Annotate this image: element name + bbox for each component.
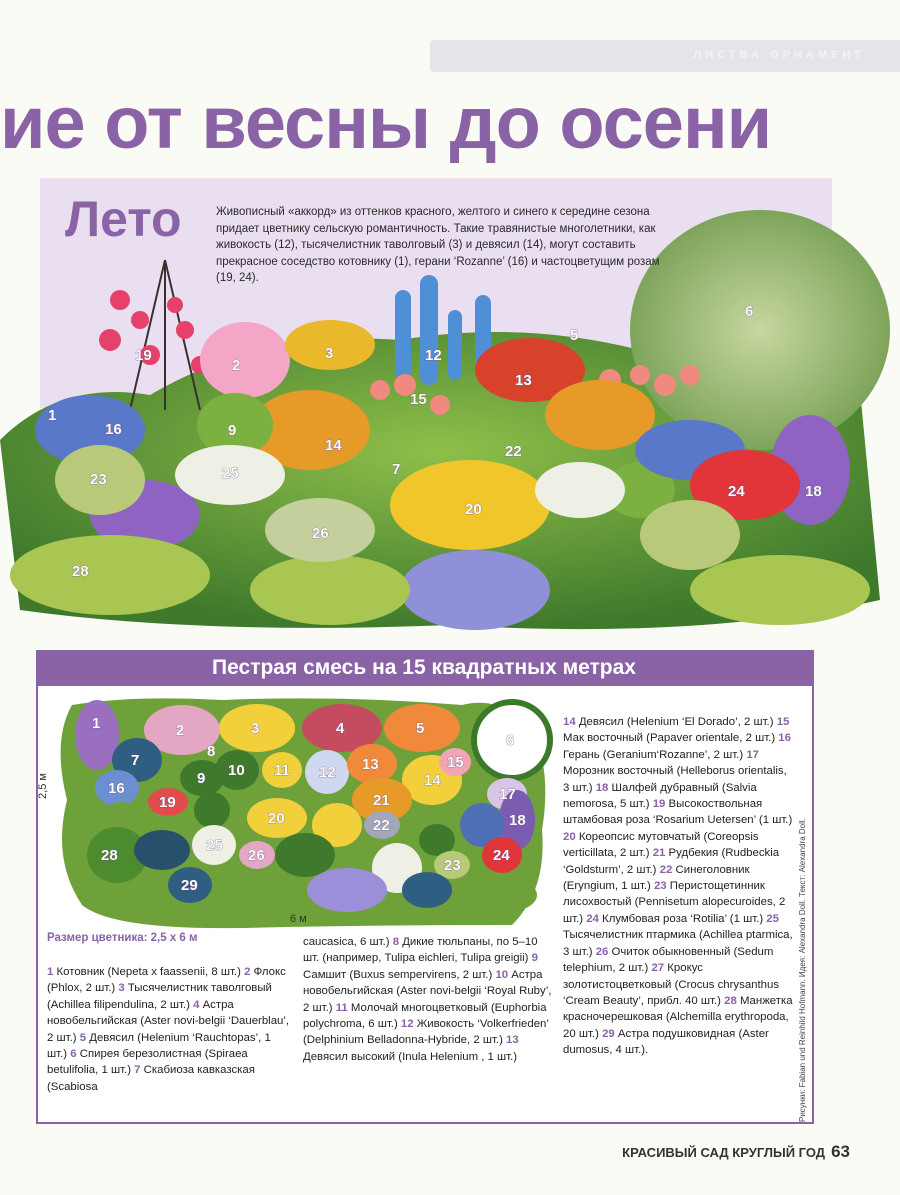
legend-num: 19 xyxy=(652,798,666,811)
plan-num: 7 xyxy=(131,752,140,769)
grass-right xyxy=(640,500,740,570)
illus-num: 2 xyxy=(232,357,241,374)
legend-text: Девясил (Helenium ‘El Dorado’, 2 шт.) xyxy=(575,716,777,728)
illus-num: 9 xyxy=(228,422,237,439)
plan-num: 15 xyxy=(447,754,464,771)
legend-text: Очиток обыкновенный (Sedum telephium, 2 шт.) xyxy=(563,945,774,975)
illus-num: 28 xyxy=(72,563,89,580)
legend-num: 2 xyxy=(244,966,251,978)
legend-text: Клумбовая роза ‘Rotilia’ (1 шт.) xyxy=(598,912,767,925)
plan-num: 9 xyxy=(197,770,206,787)
legend-text: Высокоствольная штамбовая роза ‘Rosarium Uetersen’ (1 шт.) xyxy=(563,798,793,827)
plan-num: 3 xyxy=(251,720,260,737)
season-title: Лето xyxy=(65,191,182,247)
illus-num: 25 xyxy=(222,465,239,482)
plan-num: 12 xyxy=(319,764,336,781)
legend-num: 1 xyxy=(47,966,54,978)
plan-num: 18 xyxy=(509,812,526,829)
legend-text: Герань (Geranium‘Rozanne’, 2 шт.) xyxy=(563,748,747,761)
legend-text: Тысячелистник птармика (Achillea ptarmica, 3 шт.) xyxy=(563,929,793,958)
legend-text: Астра новобельгийская (Aster novi-belgii ‘Royal Ruby’, 2 шт.) xyxy=(303,968,552,1014)
plan-num: 29 xyxy=(181,877,198,894)
legend-num: 24 xyxy=(586,912,599,925)
plan-num: 6 xyxy=(506,732,515,749)
illus-num: 12 xyxy=(425,347,442,364)
illus-num: 20 xyxy=(465,501,482,518)
plan-num: 23 xyxy=(444,857,461,874)
legend-text: Астра подушковидная (Aster dumosus, 4 шт.). xyxy=(563,1027,769,1057)
illus-num: 23 xyxy=(90,471,107,488)
plan-num: 22 xyxy=(373,817,390,834)
illustration-credit: Рисунки: Fabian und Reinhild Hofmann. Идея: Alexandra Doll. Текст: Alexandra Doll. xyxy=(798,818,807,1122)
legend-num: 23 xyxy=(653,880,667,893)
legend-num: 12 xyxy=(400,1018,414,1031)
legend-column-1 xyxy=(47,964,292,1095)
legend-text: Шалфей дубравный (Salvia nemorosa, 5 шт.) xyxy=(563,781,757,811)
legend-num: 4 xyxy=(193,998,200,1011)
legend-num: 15 xyxy=(776,716,790,728)
legend-text: Живокость ‘Volkerfrieden’ (Delphinium Belladonna-Hybride, 2 шт.) xyxy=(303,1018,549,1047)
illus-num: 14 xyxy=(325,437,342,454)
legend-text: Тысячелистник таволговый (Achillea filipendulina, 2 шт.) xyxy=(47,982,272,1011)
illus-num: 26 xyxy=(312,525,329,542)
legend-num: 8 xyxy=(392,936,400,948)
legend-num: 6 xyxy=(70,1048,77,1061)
illus-num: 13 xyxy=(515,372,532,389)
legend-num: 29 xyxy=(602,1027,615,1040)
phlox-clump xyxy=(200,322,290,398)
illus-num: 7 xyxy=(392,461,401,478)
legend-text: Астра новобельгийская (Aster novi-belgii ‘Dauerblau’, 2 шт.) xyxy=(47,998,290,1044)
plan-num: 1 xyxy=(92,715,101,732)
legend-text: Перистощетинник лисохвостый (Pennisetum alopecuroides, 2 шт.) xyxy=(563,880,786,925)
plan-num: 26 xyxy=(248,847,265,864)
bed-size-label: Размер цветника: 2,5 x 6 м xyxy=(47,932,198,944)
legend-text: Девясил высокий (Inula Helenium , 1 шт.) xyxy=(303,1050,518,1063)
plan-num: 13 xyxy=(362,756,379,773)
legend-text: Флокс (Phlox, 2 шт.) xyxy=(47,966,286,995)
rose-cluster xyxy=(99,290,209,374)
legend-text: Спирея березолистная (Spiraea betulifolia, 1 шт.) xyxy=(47,1048,248,1077)
legend-text: Морозник восточный (Helleborus orientalis, 3 шт.) xyxy=(563,765,787,794)
legend-num: 28 xyxy=(724,994,737,1007)
plan-num: 8 xyxy=(207,743,216,760)
illus-num: 5 xyxy=(570,327,579,344)
legend-text: Мак восточный (Papaver orientale, 2 шт.) xyxy=(563,732,779,745)
legend-text: Синеголовник (Eryngium, 1 шт.) xyxy=(563,863,750,893)
legend-num: 20 xyxy=(563,830,576,843)
plan-num: 11 xyxy=(274,762,290,779)
legend-num: 18 xyxy=(595,781,609,794)
legend-text: Рудбекия (Rudbeckia ‘Goldsturm’, 2 шт.) xyxy=(563,847,780,876)
legend-text: Самшит (Buxus sempervirens, 2 шт.) xyxy=(303,968,496,981)
plan-width-dimension: 2,5 м xyxy=(36,773,49,799)
plan-num: 4 xyxy=(336,720,345,737)
plan-num: 17 xyxy=(499,786,516,803)
legend-text: Кореопсис мутовчатый (Coreopsis verticillata, 2 шт.) xyxy=(563,830,759,860)
plan-num: 10 xyxy=(228,762,245,779)
illus-num: 19 xyxy=(135,347,152,364)
illus-num: 15 xyxy=(410,391,427,408)
legend-column-3 xyxy=(563,714,795,1059)
plan-num: 19 xyxy=(159,794,176,811)
legend-text: Девясил (Helenium ‘Rauchtopas’, 1 шт.) xyxy=(47,1031,271,1061)
legend-num: 3 xyxy=(118,982,125,995)
legend-num: 26 xyxy=(595,945,609,958)
legend-num: 9 xyxy=(531,952,538,965)
section-tab-text: ЛИСТВА ОРНАМЕНТ xyxy=(693,49,865,61)
planting-plan-map xyxy=(42,690,562,940)
legend-column-2 xyxy=(303,934,553,1065)
legend-text: Крокус золотистоцветковый (Crocus chrysanthus ‘Cream Beauty’, прибл. 40 шт.) xyxy=(563,962,780,1007)
section-tab xyxy=(430,40,900,72)
plan-length-dimension: 6 м xyxy=(290,913,307,925)
alchemilla-left xyxy=(10,535,210,615)
illus-num: 1 xyxy=(48,407,57,424)
spiraea-shrub xyxy=(630,210,890,450)
plan-num: 16 xyxy=(108,780,125,797)
plan-num: 21 xyxy=(373,792,390,809)
magazine-title: КРАСИВЫЙ САД КРУГЛЫЙ ГОД xyxy=(622,1145,826,1160)
plan-num: 14 xyxy=(424,772,441,789)
legend-text: Дикие тюльпаны, по 5–10 шт. (например, Tulipa eichleri, Tulipa greigii) xyxy=(303,936,538,965)
season-intro: Живописный «аккорд» из оттенков красного, желтого и синего к середине сезона придает цветнику сельскую романтичность. Такие травянистые многолетники, как живокость (12), тысячелистник таволговый (3) и девясил (14), могут составить прекрасное соседство котовнику (1), герани ‘Rozanne’ (16) и частоцветущим розам (19, 24). xyxy=(216,206,660,284)
illus-num: 18 xyxy=(805,483,822,500)
illus-num: 6 xyxy=(745,303,754,320)
plan-num: 2 xyxy=(176,722,185,739)
legend-text: Манжетка красночерешковая (Alchemilla erythropoda, 20 шт.) xyxy=(563,994,793,1040)
legend-num: 7 xyxy=(134,1064,141,1077)
nepeta-front xyxy=(400,550,550,630)
legend-num: 14 xyxy=(563,716,576,728)
illus-num: 22 xyxy=(505,443,522,460)
plan-num: 28 xyxy=(101,847,118,864)
legend-num: 27 xyxy=(651,962,665,975)
plan-num: 5 xyxy=(416,720,425,737)
page-headline: ие от весны до осени xyxy=(0,81,772,164)
plan-num: 24 xyxy=(493,847,510,864)
legend-num: 16 xyxy=(778,732,791,745)
alchemilla-mid xyxy=(250,555,410,625)
legend-num: 25 xyxy=(766,912,779,925)
illus-num: 16 xyxy=(105,421,122,438)
legend-text: Молочай многоцветковый (Euphorbia polychroma, 6 шт.) xyxy=(303,1001,547,1031)
alchemilla-right xyxy=(690,555,870,625)
illus-num: 3 xyxy=(325,345,334,362)
illus-num: 24 xyxy=(728,483,745,500)
achillea-ptarmica-right xyxy=(535,462,625,518)
legend-num: 22 xyxy=(659,863,673,876)
legend-num: 13 xyxy=(506,1034,519,1047)
legend-num: 10 xyxy=(495,968,509,981)
legend-num: 11 xyxy=(335,1001,348,1014)
page-number: 63 xyxy=(831,1142,850,1161)
page-footer xyxy=(622,1142,850,1162)
plan-num: 20 xyxy=(268,810,285,827)
legend-num: 21 xyxy=(652,847,666,860)
legend-num: 5 xyxy=(79,1031,87,1044)
plan-title: Пестрая смесь на 15 квадратных метрах xyxy=(36,650,812,686)
legend-text: Скабиоза кавказская (Scabiosa xyxy=(47,1064,255,1093)
plan-num: 25 xyxy=(206,837,223,854)
legend-num: 17 xyxy=(746,748,759,761)
legend-text: caucasica, 6 шт.) xyxy=(303,936,393,948)
legend-text: Котовник (Nepeta x faassenii, 8 шт.) xyxy=(53,966,245,978)
